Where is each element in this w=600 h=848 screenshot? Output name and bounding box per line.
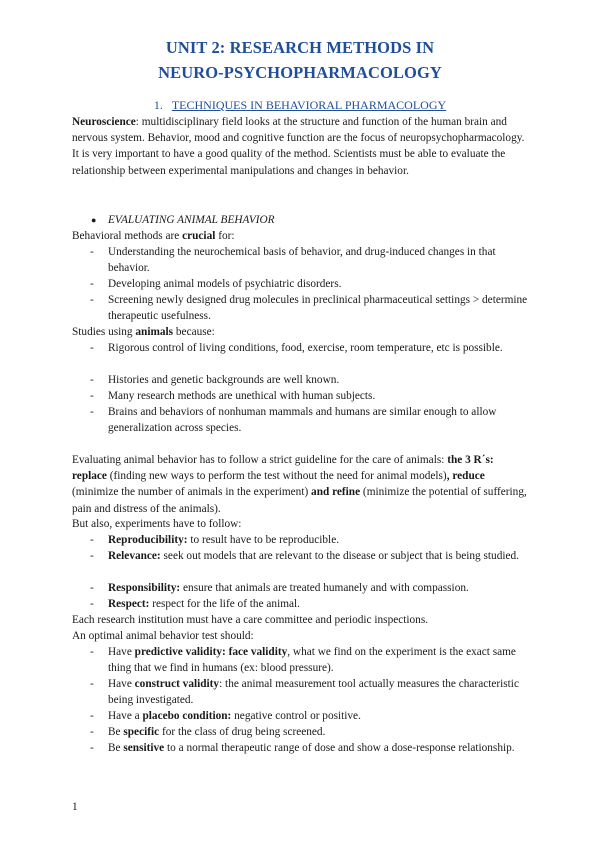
intro-term: Neuroscience xyxy=(72,116,136,128)
experiments-lead: But also, experiments have to follow: xyxy=(72,518,242,530)
list-item: - Responsibility: ensure that animals are treated humanely and with compassion. xyxy=(90,582,469,594)
list-item: - Many research methods are unethical with human subjects. xyxy=(90,390,376,402)
document-title-line-2: NEURO-PSYCHOPHARMACOLOGY xyxy=(158,63,442,82)
list-item: - Rigorous control of living conditions, food, exercise, room temperature, etc is possible. xyxy=(90,342,503,354)
list-item: - Respect: respect for the life of the animal. xyxy=(90,598,300,610)
subheading-evaluating: EVALUATING ANIMAL BEHAVIOR xyxy=(108,214,275,226)
list-item: - Have predictive validity: face validity, what we find on the experiment is the exact same thing that we find in humans (ex: blood pressure). xyxy=(90,646,516,675)
animals-lead: Studies using animals because: xyxy=(72,326,215,338)
list-item: - Reproducibility: to result have to be reproducible. xyxy=(90,534,340,546)
section-number: 1. xyxy=(153,98,163,112)
bullet-icon: ● xyxy=(91,215,97,225)
list-item: - Understanding the neurochemical basis of behavior, and drug-induced changes in that behavior. xyxy=(90,246,496,275)
list-item: - Have construct validity: the animal measurement tool actually measures the characteristic being investigated. xyxy=(90,678,519,707)
list-item: - Be specific for the class of drug being screened. xyxy=(90,726,326,738)
optimal-lead: An optimal animal behavior test should: xyxy=(72,630,254,642)
list-item: - Developing animal models of psychiatric disorders. xyxy=(90,278,342,290)
list-item: - Relevance: seek out models that are relevant to the disease or subject that is being studied. xyxy=(90,550,519,562)
three-rs-paragraph: Evaluating animal behavior has to follow a strict guideline for the care of animals: the 3 R´s: replace (finding new ways to perform the test without the need for animal models), reduce (minimize the number of animals in the experiment) and refine (minimize the potential of suffering, pain and distress of the animals). xyxy=(72,454,527,515)
section-heading xyxy=(0,98,600,113)
intro-text: : multidisciplinary field looks at the structure and function of the human brain and nervous system. Behavior, mood and cognitive function are the focus of neuropsychopharmacology. It is very important to have a good quality of the method. Scientists must be able to evaluate the relationship between experimental manipulations and changes in behavior. xyxy=(72,116,525,177)
list-item: - Have a placebo condition: negative control or positive. xyxy=(90,710,361,722)
list-item: - Brains and behaviors of nonhuman mammals and humans are similar enough to allow generalization across species. xyxy=(90,406,497,435)
committee-text: Each research institution must have a care committee and periodic inspections. xyxy=(72,614,429,626)
section-heading-link[interactable]: TECHNIQUES IN BEHAVIORAL PHARMACOLOGY xyxy=(171,98,447,112)
document-title-line-1: UNIT 2: RESEARCH METHODS IN xyxy=(165,38,435,57)
list-item: - Screening newly designed drug molecules in preclinical pharmaceutical settings > determine therapeutic usefulness. xyxy=(90,294,528,323)
list-item: - Be sensitive to a normal therapeutic range of dose and show a dose-response relationship. xyxy=(90,742,515,754)
page-number: 1 xyxy=(72,801,78,813)
list-item: - Histories and genetic backgrounds are well known. xyxy=(90,374,340,386)
methods-lead: Behavioral methods are crucial for: xyxy=(72,230,235,242)
intro-paragraph xyxy=(72,114,528,179)
